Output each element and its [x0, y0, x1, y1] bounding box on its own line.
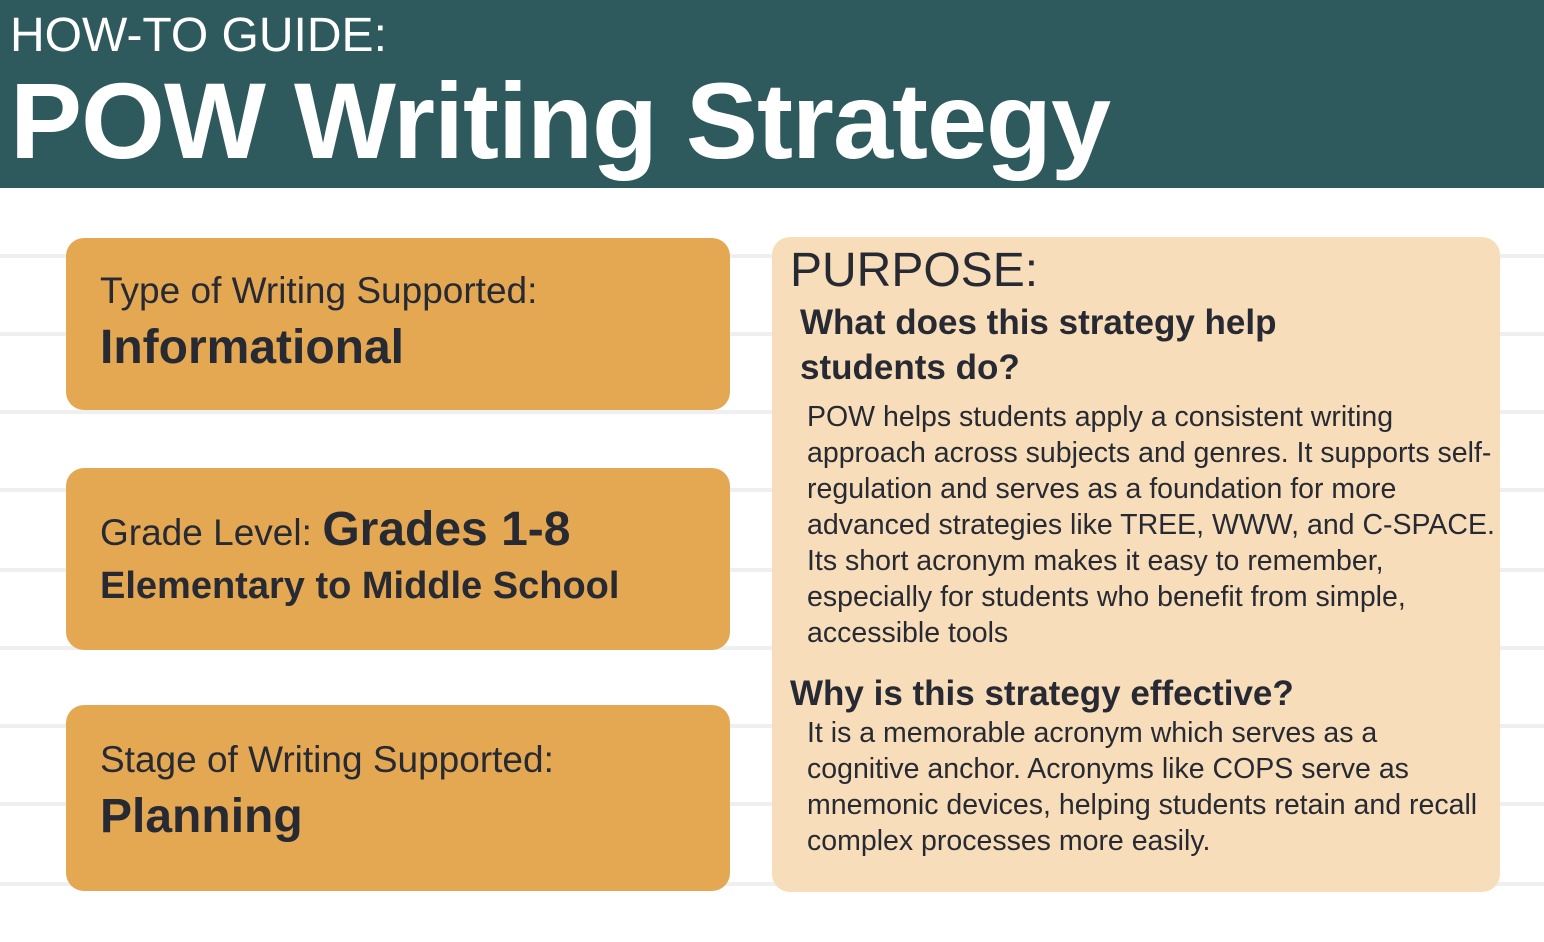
page-title: POW Writing Strategy	[10, 60, 1111, 181]
purpose-question-2: Why is this strategy effective?	[790, 674, 1294, 713]
writing-stage-value: Planning	[100, 790, 303, 843]
writing-type-value: Informational	[100, 321, 405, 374]
header-kicker: HOW-TO GUIDE:	[10, 9, 387, 62]
purpose-answer-2: It is a memorable acronym which serves as a cognitive anchor. Acronyms like COPS serve as mnemonic devices, helping students retain and recall complex processes more easily.	[807, 717, 1478, 857]
grade-level-card	[66, 468, 730, 650]
purpose-heading: PURPOSE:	[790, 244, 1039, 297]
writing-type-label: Type of Writing Supported:	[100, 270, 538, 311]
writing-stage-card	[66, 705, 730, 891]
purpose-question-1: What does this strategy help students do?	[800, 303, 1277, 387]
grade-level-label: Grade Level:	[100, 512, 312, 553]
purpose-panel	[772, 237, 1500, 892]
grade-level-value: Grades 1-8	[322, 503, 571, 556]
writing-stage-label: Stage of Writing Supported:	[100, 739, 554, 780]
writing-type-card	[66, 238, 730, 410]
page-header	[0, 0, 1544, 188]
grade-level-sub: Elementary to Middle School	[100, 565, 620, 607]
purpose-answer-1: POW helps students apply a consistent writing approach across subjects and genres. It supports self-regulation and serves as a foundation for more advanced strategies like TREE, WWW, and C-SPACE. Its short acronym makes it easy to remember, especially for students who benefit from simple, accessible tools	[807, 401, 1495, 649]
